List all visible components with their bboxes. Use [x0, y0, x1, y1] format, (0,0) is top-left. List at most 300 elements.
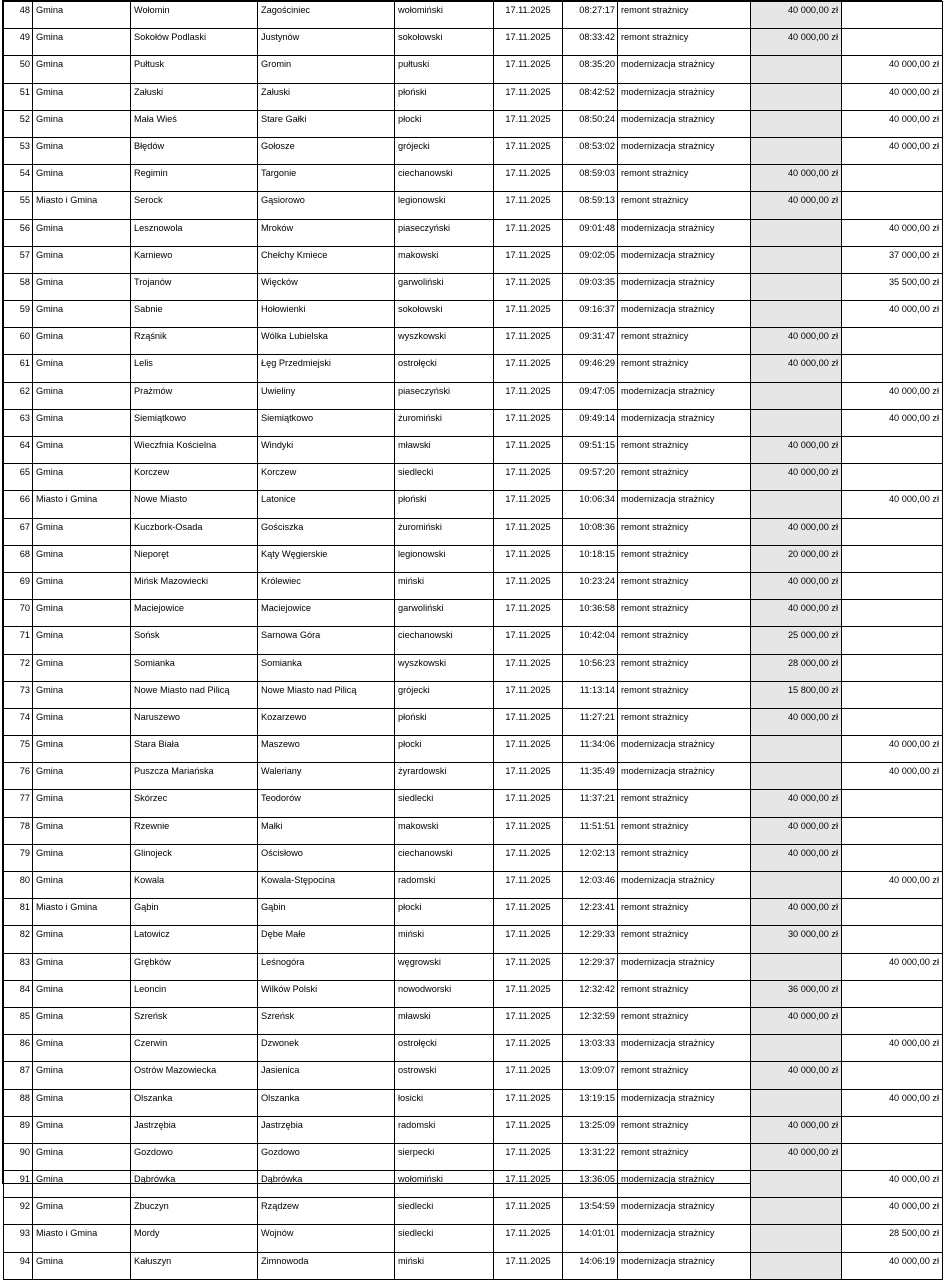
- row-number-cell: 83: [4, 953, 33, 980]
- locality-cell: Hołowienki: [258, 301, 395, 328]
- submission-time-cell: 13:09:07: [563, 1062, 618, 1089]
- powiat-cell: węgrowski: [395, 953, 494, 980]
- spreadsheet-page: [2, 0, 942, 1266]
- locality-cell: Zimnowoda: [258, 1252, 395, 1279]
- submission-time-cell: 10:56:23: [563, 654, 618, 681]
- modernizacja-amount-cell: [842, 192, 943, 219]
- locality-cell: Gąsiorowo: [258, 192, 395, 219]
- task-type-cell: modernizacja strażnicy: [618, 246, 751, 273]
- submission-date-cell: 17.11.2025: [494, 654, 563, 681]
- row-number-cell: 49: [4, 29, 33, 56]
- row-number-cell: 91: [4, 1171, 33, 1198]
- locality-cell: Latonice: [258, 491, 395, 518]
- table-row: [4, 1171, 943, 1198]
- remont-amount-cell: 40 000,00 zł: [751, 437, 842, 464]
- submission-date-cell: 17.11.2025: [494, 110, 563, 137]
- task-type-cell: modernizacja strażnicy: [618, 953, 751, 980]
- powiat-cell: ostrołęcki: [395, 1035, 494, 1062]
- submission-date-cell: 17.11.2025: [494, 790, 563, 817]
- locality-cell: Jastrzębia: [258, 1116, 395, 1143]
- powiat-cell: miński: [395, 572, 494, 599]
- entity-type-cell: Gmina: [33, 681, 131, 708]
- remont-amount-cell: 15 800,00 zł: [751, 681, 842, 708]
- submission-time-cell: 12:29:37: [563, 953, 618, 980]
- submission-date-cell: 17.11.2025: [494, 137, 563, 164]
- modernizacja-amount-cell: 40 000,00 zł: [842, 301, 943, 328]
- task-type-cell: remont strażnicy: [618, 980, 751, 1007]
- modernizacja-amount-cell: 40 000,00 zł: [842, 219, 943, 246]
- submission-time-cell: 12:32:42: [563, 980, 618, 1007]
- entity-type-cell: Miasto i Gmina: [33, 899, 131, 926]
- remont-amount-cell: 25 000,00 zł: [751, 627, 842, 654]
- row-number-cell: 67: [4, 518, 33, 545]
- row-number-cell: 68: [4, 545, 33, 572]
- row-number-cell: 82: [4, 926, 33, 953]
- table-row: [4, 763, 943, 790]
- task-type-cell: modernizacja strażnicy: [618, 1035, 751, 1062]
- gmina-name-cell: Błędów: [131, 137, 258, 164]
- submission-time-cell: 10:42:04: [563, 627, 618, 654]
- entity-type-cell: Gmina: [33, 165, 131, 192]
- submission-date-cell: 17.11.2025: [494, 1116, 563, 1143]
- submission-time-cell: 12:23:41: [563, 899, 618, 926]
- submission-date-cell: 17.11.2025: [494, 382, 563, 409]
- modernizacja-amount-cell: 40 000,00 zł: [842, 1089, 943, 1116]
- locality-cell: Wólka Lubielska: [258, 328, 395, 355]
- submission-time-cell: 09:31:47: [563, 328, 618, 355]
- locality-cell: Nowe Miasto nad Pilicą: [258, 681, 395, 708]
- powiat-cell: płocki: [395, 110, 494, 137]
- submission-time-cell: 08:53:02: [563, 137, 618, 164]
- row-number-cell: 57: [4, 246, 33, 273]
- submission-date-cell: 17.11.2025: [494, 192, 563, 219]
- table-row: [4, 1007, 943, 1034]
- modernizacja-amount-cell: [842, 681, 943, 708]
- locality-cell: Stare Gałki: [258, 110, 395, 137]
- modernizacja-amount-cell: 40 000,00 zł: [842, 1198, 943, 1225]
- task-type-cell: remont strażnicy: [618, 29, 751, 56]
- remont-amount-cell: [751, 56, 842, 83]
- gmina-name-cell: Mordy: [131, 1225, 258, 1252]
- entity-type-cell: Gmina: [33, 83, 131, 110]
- locality-cell: Łęg Przedmiejski: [258, 355, 395, 382]
- entity-type-cell: Gmina: [33, 273, 131, 300]
- modernizacja-amount-cell: 40 000,00 zł: [842, 736, 943, 763]
- submission-time-cell: 09:01:48: [563, 219, 618, 246]
- submission-time-cell: 11:51:51: [563, 817, 618, 844]
- gmina-name-cell: Serock: [131, 192, 258, 219]
- row-number-cell: 74: [4, 708, 33, 735]
- locality-cell: Więcków: [258, 273, 395, 300]
- powiat-cell: siedlecki: [395, 1198, 494, 1225]
- entity-type-cell: Gmina: [33, 518, 131, 545]
- row-number-cell: 55: [4, 192, 33, 219]
- table-row: [4, 219, 943, 246]
- remont-amount-cell: 40 000,00 zł: [751, 844, 842, 871]
- powiat-cell: wyszkowski: [395, 654, 494, 681]
- submission-date-cell: 17.11.2025: [494, 1143, 563, 1170]
- submission-date-cell: 17.11.2025: [494, 1171, 563, 1198]
- entity-type-cell: Gmina: [33, 844, 131, 871]
- task-type-cell: modernizacja strażnicy: [618, 491, 751, 518]
- submission-time-cell: 09:02:05: [563, 246, 618, 273]
- powiat-cell: płoński: [395, 491, 494, 518]
- submission-time-cell: 10:23:24: [563, 572, 618, 599]
- remont-amount-cell: 40 000,00 zł: [751, 518, 842, 545]
- modernizacja-amount-cell: [842, 817, 943, 844]
- locality-cell: Maciejowice: [258, 600, 395, 627]
- submission-time-cell: 08:59:03: [563, 165, 618, 192]
- task-type-cell: modernizacja strażnicy: [618, 1198, 751, 1225]
- entity-type-cell: Gmina: [33, 1116, 131, 1143]
- entity-type-cell: Gmina: [33, 953, 131, 980]
- entity-type-cell: Gmina: [33, 872, 131, 899]
- submission-date-cell: 17.11.2025: [494, 572, 563, 599]
- modernizacja-amount-cell: 40 000,00 zł: [842, 1171, 943, 1198]
- locality-cell: Wilków Polski: [258, 980, 395, 1007]
- modernizacja-amount-cell: 40 000,00 zł: [842, 953, 943, 980]
- locality-cell: Małki: [258, 817, 395, 844]
- gmina-name-cell: Gąbin: [131, 899, 258, 926]
- entity-type-cell: Gmina: [33, 1035, 131, 1062]
- entity-type-cell: Gmina: [33, 328, 131, 355]
- task-type-cell: modernizacja strażnicy: [618, 137, 751, 164]
- task-type-cell: modernizacja strażnicy: [618, 219, 751, 246]
- entity-type-cell: Miasto i Gmina: [33, 491, 131, 518]
- remont-amount-cell: 40 000,00 zł: [751, 790, 842, 817]
- powiat-cell: sokołowski: [395, 301, 494, 328]
- locality-cell: Sarnowa Góra: [258, 627, 395, 654]
- modernizacja-amount-cell: [842, 980, 943, 1007]
- gmina-name-cell: Wołomin: [131, 2, 258, 29]
- modernizacja-amount-cell: 40 000,00 zł: [842, 1252, 943, 1279]
- gmina-name-cell: Pułtusk: [131, 56, 258, 83]
- gmina-name-cell: Czerwin: [131, 1035, 258, 1062]
- submission-time-cell: 12:03:46: [563, 872, 618, 899]
- table-row: [4, 980, 943, 1007]
- submission-date-cell: 17.11.2025: [494, 763, 563, 790]
- remont-amount-cell: 40 000,00 zł: [751, 165, 842, 192]
- entity-type-cell: Gmina: [33, 1143, 131, 1170]
- locality-cell: Rządzew: [258, 1198, 395, 1225]
- locality-cell: Gąbin: [258, 899, 395, 926]
- locality-cell: Dąbrówka: [258, 1171, 395, 1198]
- submission-time-cell: 08:35:20: [563, 56, 618, 83]
- locality-cell: Królewiec: [258, 572, 395, 599]
- modernizacja-amount-cell: [842, 2, 943, 29]
- submission-time-cell: 13:03:33: [563, 1035, 618, 1062]
- row-number-cell: 85: [4, 1007, 33, 1034]
- gmina-name-cell: Glinojeck: [131, 844, 258, 871]
- table-row: [4, 627, 943, 654]
- remont-amount-cell: 40 000,00 zł: [751, 1143, 842, 1170]
- task-type-cell: remont strażnicy: [618, 437, 751, 464]
- locality-cell: Kowala-Stępocina: [258, 872, 395, 899]
- remont-amount-cell: 40 000,00 zł: [751, 328, 842, 355]
- gmina-name-cell: Kowala: [131, 872, 258, 899]
- task-type-cell: remont strażnicy: [618, 817, 751, 844]
- modernizacja-amount-cell: 40 000,00 zł: [842, 56, 943, 83]
- remont-amount-cell: [751, 1089, 842, 1116]
- submission-date-cell: 17.11.2025: [494, 545, 563, 572]
- row-number-cell: 84: [4, 980, 33, 1007]
- entity-type-cell: Gmina: [33, 600, 131, 627]
- gmina-name-cell: Lelis: [131, 355, 258, 382]
- locality-cell: Gołosze: [258, 137, 395, 164]
- entity-type-cell: Gmina: [33, 926, 131, 953]
- submission-date-cell: 17.11.2025: [494, 817, 563, 844]
- row-number-cell: 70: [4, 600, 33, 627]
- table-row: [4, 518, 943, 545]
- powiat-cell: garwoliński: [395, 600, 494, 627]
- powiat-cell: żuromiński: [395, 518, 494, 545]
- modernizacja-amount-cell: [842, 165, 943, 192]
- remont-amount-cell: [751, 382, 842, 409]
- gmina-name-cell: Korczew: [131, 464, 258, 491]
- remont-amount-cell: 20 000,00 zł: [751, 545, 842, 572]
- modernizacja-amount-cell: [842, 545, 943, 572]
- row-number-cell: 93: [4, 1225, 33, 1252]
- remont-amount-cell: 40 000,00 zł: [751, 464, 842, 491]
- task-type-cell: remont strażnicy: [618, 2, 751, 29]
- powiat-cell: grójecki: [395, 137, 494, 164]
- locality-cell: Dębe Małe: [258, 926, 395, 953]
- locality-cell: Jasienica: [258, 1062, 395, 1089]
- powiat-cell: ostrołęcki: [395, 355, 494, 382]
- table-row: [4, 1143, 943, 1170]
- gmina-name-cell: Prażmów: [131, 382, 258, 409]
- powiat-cell: sokołowski: [395, 29, 494, 56]
- remont-amount-cell: 40 000,00 zł: [751, 355, 842, 382]
- task-type-cell: modernizacja strażnicy: [618, 409, 751, 436]
- submission-date-cell: 17.11.2025: [494, 844, 563, 871]
- submission-date-cell: 17.11.2025: [494, 926, 563, 953]
- submission-time-cell: 13:25:09: [563, 1116, 618, 1143]
- submission-date-cell: 17.11.2025: [494, 83, 563, 110]
- submission-time-cell: 09:51:15: [563, 437, 618, 464]
- powiat-cell: siedlecki: [395, 464, 494, 491]
- table-row: [4, 545, 943, 572]
- table-row: [4, 1225, 943, 1252]
- gmina-name-cell: Grębków: [131, 953, 258, 980]
- modernizacja-amount-cell: [842, 708, 943, 735]
- entity-type-cell: Miasto i Gmina: [33, 192, 131, 219]
- row-number-cell: 79: [4, 844, 33, 871]
- remont-amount-cell: [751, 1171, 842, 1198]
- remont-amount-cell: [751, 110, 842, 137]
- submission-time-cell: 13:54:59: [563, 1198, 618, 1225]
- row-number-cell: 92: [4, 1198, 33, 1225]
- task-type-cell: remont strażnicy: [618, 1116, 751, 1143]
- submission-date-cell: 17.11.2025: [494, 1035, 563, 1062]
- powiat-cell: grójecki: [395, 681, 494, 708]
- submission-time-cell: 09:46:29: [563, 355, 618, 382]
- table-row: [4, 301, 943, 328]
- submission-time-cell: 13:36:05: [563, 1171, 618, 1198]
- locality-cell: Maszewo: [258, 736, 395, 763]
- locality-cell: Gromin: [258, 56, 395, 83]
- remont-amount-cell: 40 000,00 zł: [751, 708, 842, 735]
- row-number-cell: 56: [4, 219, 33, 246]
- gmina-name-cell: Jastrzębia: [131, 1116, 258, 1143]
- task-type-cell: modernizacja strażnicy: [618, 110, 751, 137]
- remont-amount-cell: [751, 301, 842, 328]
- task-type-cell: remont strażnicy: [618, 681, 751, 708]
- locality-cell: Kozarzewo: [258, 708, 395, 735]
- powiat-cell: pułtuski: [395, 56, 494, 83]
- gmina-name-cell: Ostrów Mazowiecka: [131, 1062, 258, 1089]
- table-row: [4, 437, 943, 464]
- task-type-cell: modernizacja strażnicy: [618, 1252, 751, 1279]
- powiat-cell: radomski: [395, 1116, 494, 1143]
- row-number-cell: 60: [4, 328, 33, 355]
- powiat-cell: wołomiński: [395, 2, 494, 29]
- remont-amount-cell: 30 000,00 zł: [751, 926, 842, 953]
- entity-type-cell: Gmina: [33, 137, 131, 164]
- table-row: [4, 409, 943, 436]
- modernizacja-amount-cell: [842, 1007, 943, 1034]
- task-type-cell: remont strażnicy: [618, 1062, 751, 1089]
- row-number-cell: 89: [4, 1116, 33, 1143]
- modernizacja-amount-cell: [842, 437, 943, 464]
- table-row: [4, 328, 943, 355]
- gmina-name-cell: Skórzec: [131, 790, 258, 817]
- submission-time-cell: 12:29:33: [563, 926, 618, 953]
- submission-time-cell: 09:47:05: [563, 382, 618, 409]
- row-number-cell: 48: [4, 2, 33, 29]
- table-row: [4, 681, 943, 708]
- submission-time-cell: 12:32:59: [563, 1007, 618, 1034]
- row-number-cell: 64: [4, 437, 33, 464]
- locality-cell: Korczew: [258, 464, 395, 491]
- row-number-cell: 90: [4, 1143, 33, 1170]
- submission-date-cell: 17.11.2025: [494, 627, 563, 654]
- locality-cell: Ościsłowo: [258, 844, 395, 871]
- submission-time-cell: 08:27:17: [563, 2, 618, 29]
- submission-time-cell: 10:18:15: [563, 545, 618, 572]
- table-row: [4, 1198, 943, 1225]
- entity-type-cell: Gmina: [33, 545, 131, 572]
- entity-type-cell: Gmina: [33, 1252, 131, 1279]
- remont-amount-cell: [751, 1225, 842, 1252]
- row-number-cell: 72: [4, 654, 33, 681]
- modernizacja-amount-cell: [842, 29, 943, 56]
- table-row: [4, 110, 943, 137]
- entity-type-cell: Gmina: [33, 1062, 131, 1089]
- submission-time-cell: 09:16:37: [563, 301, 618, 328]
- submission-time-cell: 09:49:14: [563, 409, 618, 436]
- modernizacja-amount-cell: [842, 654, 943, 681]
- task-type-cell: modernizacja strażnicy: [618, 872, 751, 899]
- gmina-name-cell: Mała Wieś: [131, 110, 258, 137]
- submission-date-cell: 17.11.2025: [494, 681, 563, 708]
- locality-cell: Zagościniec: [258, 2, 395, 29]
- gmina-name-cell: Dąbrówka: [131, 1171, 258, 1198]
- entity-type-cell: Gmina: [33, 654, 131, 681]
- table-row: [4, 56, 943, 83]
- powiat-cell: żyrardowski: [395, 763, 494, 790]
- submission-date-cell: 17.11.2025: [494, 1007, 563, 1034]
- remont-amount-cell: [751, 246, 842, 273]
- task-type-cell: remont strażnicy: [618, 192, 751, 219]
- submission-date-cell: 17.11.2025: [494, 953, 563, 980]
- remont-amount-cell: [751, 736, 842, 763]
- task-type-cell: remont strażnicy: [618, 708, 751, 735]
- gmina-name-cell: Rzewnie: [131, 817, 258, 844]
- task-type-cell: remont strażnicy: [618, 328, 751, 355]
- entity-type-cell: Gmina: [33, 627, 131, 654]
- submission-date-cell: 17.11.2025: [494, 518, 563, 545]
- modernizacja-amount-cell: [842, 464, 943, 491]
- remont-amount-cell: [751, 409, 842, 436]
- submission-time-cell: 11:13:14: [563, 681, 618, 708]
- locality-cell: Leśnogóra: [258, 953, 395, 980]
- submission-time-cell: 13:19:15: [563, 1089, 618, 1116]
- locality-cell: Uwieliny: [258, 382, 395, 409]
- submission-date-cell: 17.11.2025: [494, 29, 563, 56]
- task-type-cell: modernizacja strażnicy: [618, 1171, 751, 1198]
- modernizacja-amount-cell: [842, 328, 943, 355]
- submission-date-cell: 17.11.2025: [494, 1198, 563, 1225]
- submission-time-cell: 10:08:36: [563, 518, 618, 545]
- task-type-cell: remont strażnicy: [618, 518, 751, 545]
- gmina-name-cell: Lesznowola: [131, 219, 258, 246]
- submission-time-cell: 14:06:19: [563, 1252, 618, 1279]
- entity-type-cell: Gmina: [33, 29, 131, 56]
- gmina-name-cell: Stara Biała: [131, 736, 258, 763]
- gmina-name-cell: Sabnie: [131, 301, 258, 328]
- submission-date-cell: 17.11.2025: [494, 1062, 563, 1089]
- entity-type-cell: Gmina: [33, 464, 131, 491]
- table-row: [4, 600, 943, 627]
- locality-cell: Windyki: [258, 437, 395, 464]
- table-row: [4, 1089, 943, 1116]
- gmina-name-cell: Puszcza Mariańska: [131, 763, 258, 790]
- powiat-cell: płoński: [395, 83, 494, 110]
- powiat-cell: piaseczyński: [395, 382, 494, 409]
- row-number-cell: 61: [4, 355, 33, 382]
- modernizacja-amount-cell: 37 000,00 zł: [842, 246, 943, 273]
- task-type-cell: modernizacja strażnicy: [618, 382, 751, 409]
- row-number-cell: 78: [4, 817, 33, 844]
- modernizacja-amount-cell: [842, 627, 943, 654]
- modernizacja-amount-cell: 40 000,00 zł: [842, 491, 943, 518]
- powiat-cell: miński: [395, 926, 494, 953]
- powiat-cell: siedlecki: [395, 790, 494, 817]
- entity-type-cell: Gmina: [33, 708, 131, 735]
- table-row: [4, 1062, 943, 1089]
- task-type-cell: remont strażnicy: [618, 355, 751, 382]
- row-number-cell: 54: [4, 165, 33, 192]
- row-number-cell: 88: [4, 1089, 33, 1116]
- row-number-cell: 69: [4, 572, 33, 599]
- task-type-cell: remont strażnicy: [618, 899, 751, 926]
- submission-time-cell: 11:27:21: [563, 708, 618, 735]
- gmina-name-cell: Sońsk: [131, 627, 258, 654]
- submission-time-cell: 12:02:13: [563, 844, 618, 871]
- modernizacja-amount-cell: 35 500,00 zł: [842, 273, 943, 300]
- gmina-name-cell: Siemiątkowo: [131, 409, 258, 436]
- entity-type-cell: Gmina: [33, 219, 131, 246]
- gmina-name-cell: Maciejowice: [131, 600, 258, 627]
- submission-time-cell: 08:59:13: [563, 192, 618, 219]
- powiat-cell: ciechanowski: [395, 844, 494, 871]
- submission-time-cell: 11:34:06: [563, 736, 618, 763]
- entity-type-cell: Gmina: [33, 355, 131, 382]
- row-number-cell: 73: [4, 681, 33, 708]
- powiat-cell: miński: [395, 1252, 494, 1279]
- gmina-name-cell: Latowicz: [131, 926, 258, 953]
